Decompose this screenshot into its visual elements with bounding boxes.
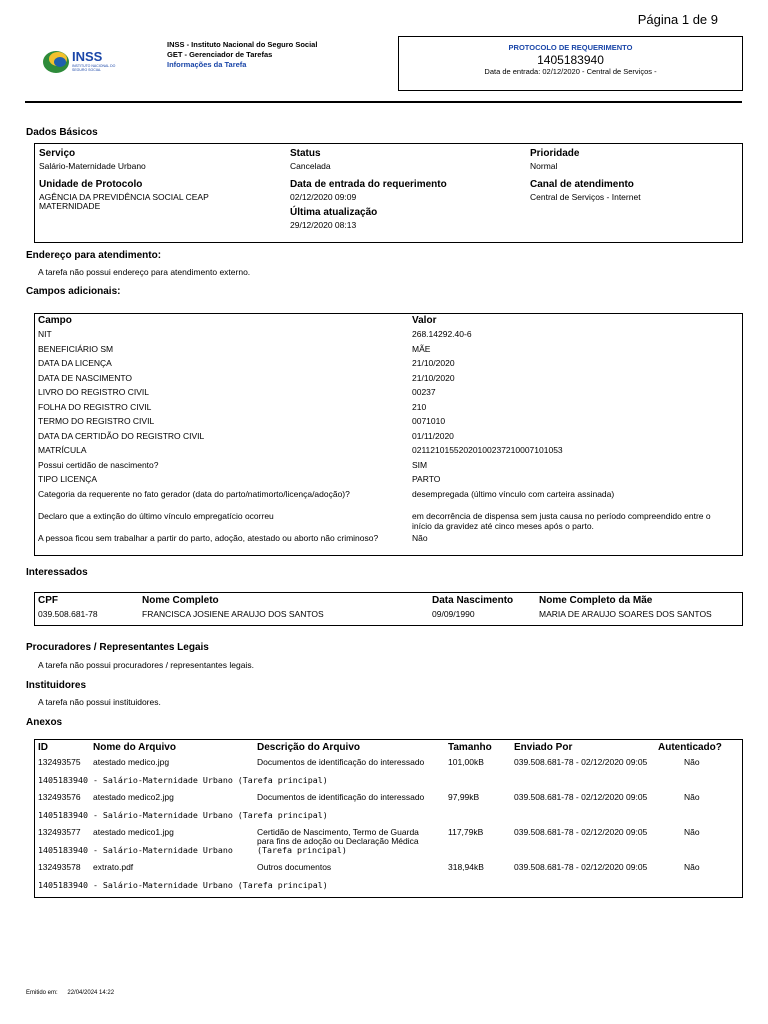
campo-cell: TERMO DO REGISTRO CIVIL	[38, 416, 155, 426]
interessado-mae: MARIA DE ARAUJO SOARES DOS SANTOS	[539, 609, 712, 619]
col-nascimento: Data Nascimento	[432, 595, 514, 606]
anexo-enviado: 039.508.681-78 - 02/12/2020 09:05	[514, 792, 648, 802]
data-entrada-label: Data de entrada do requerimento	[290, 179, 447, 190]
anexo-enviado: 039.508.681-78 - 02/12/2020 09:05	[514, 827, 648, 837]
campo-cell: NIT	[38, 329, 52, 339]
valor-cell: 21/10/2020	[412, 373, 455, 383]
col-nome: Nome Completo	[142, 595, 219, 606]
anexo-id: 132493577	[38, 827, 81, 837]
org-line-3: Informações da Tarefa	[167, 60, 247, 69]
table-row	[38, 329, 738, 339]
col-mae: Nome Completo da Mãe	[539, 595, 653, 606]
header-org	[167, 40, 317, 70]
anexo-desc-cont: para fins de adoção ou Declaração Médica	[257, 836, 419, 846]
org-line-1: INSS - Instituto Nacional do Seguro Social	[167, 40, 318, 49]
col-enviado: Enviado Por	[514, 742, 573, 753]
campo-cell: Possui certidão de nascimento?	[38, 460, 159, 470]
valor-cell: 01/11/2020	[412, 431, 454, 441]
campo-cell: TIPO LICENÇA	[38, 474, 98, 484]
anexo-tamanho: 117,79kB	[448, 827, 484, 837]
inss-logo	[42, 46, 130, 76]
col-autenticado: Autenticado?	[658, 742, 722, 753]
anexo-tamanho: 318,94kB	[448, 862, 484, 872]
valor-cell: Não	[412, 533, 428, 543]
col-nome-arquivo: Nome do Arquivo	[93, 742, 176, 753]
interessado-nome: FRANCISCA JOSIENE ARAUJO DOS SANTOS	[142, 609, 324, 619]
col-cpf: CPF	[38, 595, 58, 606]
valor-cell: 02112101552020100237210007101053	[412, 445, 563, 455]
instituidores-title: Instituidores	[26, 680, 87, 691]
table-row	[38, 358, 738, 368]
campo-cell: MATRÍCULA	[38, 445, 87, 455]
table-row	[38, 862, 738, 872]
unidade-label: Unidade de Protocolo	[39, 179, 143, 190]
anexo-autenticado: Não	[684, 757, 700, 767]
valor-cell: SIM	[412, 460, 428, 470]
anexo-desc: Documentos de identificação do interessado	[257, 757, 425, 767]
anexo-enviado: 039.508.681-78 - 02/12/2020 09:05	[514, 757, 648, 767]
status-value: Cancelada	[290, 161, 331, 171]
logo-text: INSS	[72, 49, 103, 64]
table-row	[38, 344, 738, 354]
valor-cell: 21/10/2020	[412, 358, 455, 368]
canal-value: Central de Serviços - Internet	[530, 192, 641, 202]
campos-header-valor: Valor	[412, 315, 437, 326]
anexo-tarefa: 1405183940 - Salário-Maternidade Urbano	[38, 845, 233, 855]
protocol-entry: Data de entrada: 02/12/2020 - Central de Serviços -	[484, 67, 657, 76]
valor-cell: MÃE	[412, 344, 431, 354]
ultima-label: Última atualização	[290, 207, 378, 218]
campo-cell: DATA DA LICENÇA	[38, 358, 112, 368]
servico-value: Salário-Maternidade Urbano	[39, 161, 146, 171]
valor-cell: em decorrência de dispensa sem justa causa no período compreendido entre o	[412, 511, 711, 521]
anexo-autenticado: Não	[684, 792, 700, 802]
org-line-2: GET - Gerenciador de Tarefas	[167, 50, 273, 59]
logo-subtext: INSTITUTO NACIONAL DO SEGURO SOCIAL	[72, 64, 116, 72]
campo-cell: BENEFICIÁRIO SM	[38, 344, 114, 354]
endereco-text: A tarefa não possui endereço para atendimento externo.	[38, 267, 251, 277]
campos-header-campo: Campo	[38, 315, 72, 326]
anexos-title: Anexos	[26, 717, 63, 728]
col-descricao: Descrição do Arquivo	[257, 742, 360, 753]
anexo-tarefa: 1405183940 - Salário-Maternidade Urbano (Tarefa principal)	[38, 880, 328, 890]
table-row	[38, 489, 738, 499]
protocol-number: 1405183940	[537, 53, 604, 67]
anexo-file-link[interactable]: atestado medico2.jpg	[93, 792, 174, 802]
anexo-id: 132493575	[38, 757, 81, 767]
interessado-cpf: 039.508.681-78	[38, 609, 98, 619]
unidade-value-1: AGÊNCIA DA PREVIDÊNCIA SOCIAL CEAP	[39, 192, 209, 202]
prioridade-label: Prioridade	[530, 148, 580, 159]
page-number: Página 1 de 9	[637, 12, 718, 27]
dados-basicos-box	[34, 143, 743, 243]
anexo-autenticado: Não	[684, 862, 700, 872]
valor-cell: 268.14292.40-6	[412, 329, 472, 339]
table-row	[38, 511, 738, 531]
footer-emitido	[26, 990, 114, 996]
procuradores-title: Procuradores / Representantes Legais	[26, 642, 209, 653]
ultima-value: 29/12/2020 08:13	[290, 220, 357, 230]
canal-label: Canal de atendimento	[530, 179, 634, 190]
campo-cell: A pessoa ficou sem trabalhar a partir do parto, adoção, atestado ou aborto não criminoso?	[38, 533, 379, 543]
table-row	[38, 373, 738, 383]
protocol-title: PROTOCOLO DE REQUERIMENTO	[508, 43, 633, 52]
anexo-desc-tarefa: (Tarefa principal)	[257, 845, 347, 855]
valor-cell: PARTO	[412, 474, 441, 484]
table-row	[38, 445, 738, 455]
valor-cell-cont: início da gravidez até cinco meses após o parto.	[412, 521, 594, 531]
dados-basicos-title: Dados Básicos	[26, 127, 98, 138]
endereco-title: Endereço para atendimento:	[26, 250, 162, 261]
instituidores-text: A tarefa não possui instituidores.	[38, 697, 161, 707]
procuradores-text: A tarefa não possui procuradores / representantes legais.	[38, 660, 254, 670]
valor-cell: desempregada (último vínculo com carteira assinada)	[412, 489, 615, 499]
protocol-box	[398, 36, 743, 91]
valor-cell: 00237	[412, 387, 436, 397]
anexo-id: 132493576	[38, 792, 81, 802]
valor-cell: 210	[412, 402, 427, 412]
anexo-file-link[interactable]: extrato.pdf	[93, 862, 134, 872]
anexo-desc: Certidão de Nascimento, Termo de Guarda	[257, 827, 419, 837]
anexo-tamanho: 101,00kB	[448, 757, 484, 767]
campo-cell: FOLHA DO REGISTRO CIVIL	[38, 402, 152, 412]
anexo-autenticado: Não	[684, 827, 700, 837]
col-id: ID	[38, 742, 48, 753]
table-row	[38, 792, 738, 802]
anexo-tarefa: 1405183940 - Salário-Maternidade Urbano (Tarefa principal)	[38, 810, 328, 820]
campos-title: Campos adicionais:	[26, 286, 121, 297]
data-entrada-value: 02/12/2020 09:09	[290, 192, 357, 202]
servico-label: Serviço	[39, 148, 76, 159]
header-divider	[25, 101, 742, 103]
table-row	[38, 474, 738, 484]
footer-label: Emitido em:	[26, 990, 58, 996]
table-row	[38, 533, 738, 543]
prioridade-value: Normal	[530, 161, 558, 171]
interessado-nascimento: 09/09/1990	[432, 609, 475, 619]
anexo-desc: Outros documentos	[257, 862, 332, 872]
interessados-title: Interessados	[26, 567, 88, 578]
campo-cell: Declaro que a extinção do último vínculo empregatício ocorreu	[38, 511, 274, 521]
anexo-file-link[interactable]: atestado medico1.jpg	[93, 827, 174, 837]
anexo-id: 132493578	[38, 862, 81, 872]
anexo-desc: Documentos de identificação do interessado	[257, 792, 425, 802]
table-row	[38, 460, 738, 470]
table-row	[38, 431, 738, 441]
anexo-file-link[interactable]: atestado medico.jpg	[93, 757, 170, 767]
table-row	[38, 402, 738, 412]
col-tamanho: Tamanho	[448, 742, 492, 753]
campo-cell: LIVRO DO REGISTRO CIVIL	[38, 387, 149, 397]
campo-cell: Categoria da requerente no fato gerador (data do parto/natimorto/licença/adoção)?	[38, 489, 350, 499]
campo-cell: DATA DE NASCIMENTO	[38, 373, 132, 383]
anexo-tamanho: 97,99kB	[448, 792, 480, 802]
table-row	[38, 416, 738, 426]
anexo-tarefa: 1405183940 - Salário-Maternidade Urbano (Tarefa principal)	[38, 775, 328, 785]
footer-value: 22/04/2024 14:22	[67, 990, 115, 996]
anexo-enviado: 039.508.681-78 - 02/12/2020 09:05	[514, 862, 648, 872]
table-row	[38, 757, 738, 767]
campo-cell: DATA DA CERTIDÃO DO REGISTRO CIVIL	[38, 431, 205, 441]
table-row	[38, 387, 738, 397]
unidade-value-2: MATERNIDADE	[39, 201, 101, 211]
valor-cell: 0071010	[412, 416, 446, 426]
status-label: Status	[290, 148, 321, 159]
